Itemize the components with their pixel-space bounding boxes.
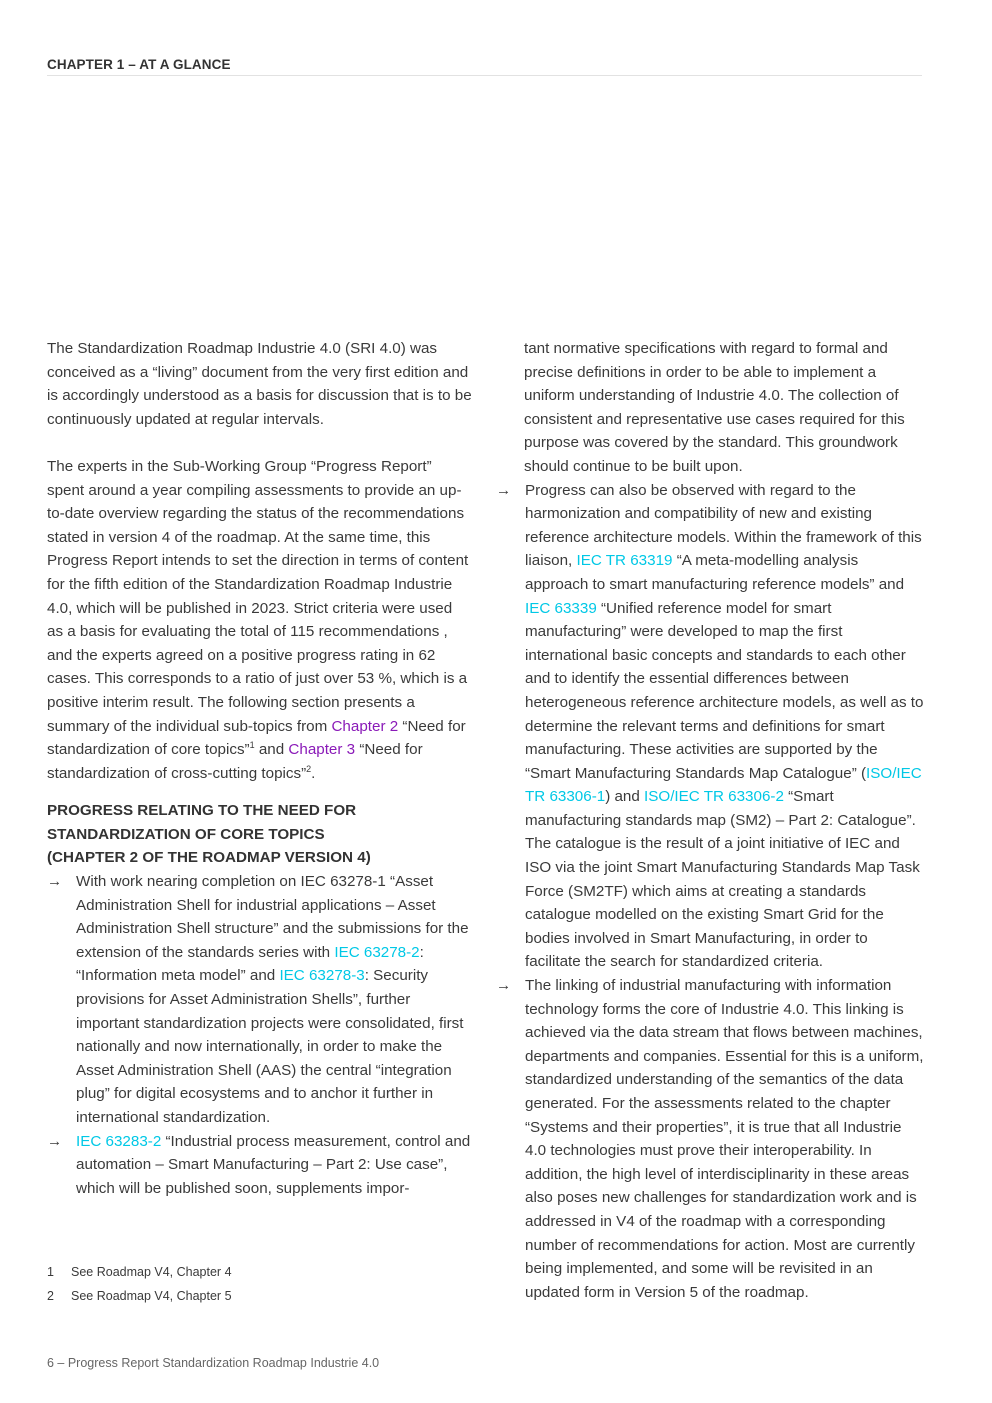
iec-63339-link[interactable]: IEC 63339 — [525, 599, 597, 617]
running-header: CHAPTER 1 – AT A GLANCE — [47, 57, 922, 76]
footnote: 2 See Roadmap V4, Chapter 5 — [47, 1289, 232, 1303]
arrow-right-icon: → — [47, 873, 63, 891]
list-item: → With work nearing completion on IEC 63278-1 “Asset Administration Shell for industrial applications – Asset Administration Shell structure” and the submissions for the extension of the standards series with IEC 63278-2: “Information meta model” and IEC 63278-3: Security provisions for Asset Administration Shells”, further important standardization projects were consolidated, first nationally and now internationally, in order to make the Asset Administration Shell (AAS) the central “integration plug” for digital ecosystems and to anchor it further in international standardization. — [47, 870, 472, 1130]
progress-paragraph: The experts in the Sub-Working Group “Progress Report” spent around a year compiling assessments to provide an up-to-date overview regarding the status of the recommendations stated in version 4 of the roadmap. At the same time, this Progress Report intends to set the direction in terms of content for the fifth edition of the Standardization Roadmap Industrie 4.0, which will be published in 2023. Strict criteria were used as a basis for evaluating the total of 115 recommendations , and the experts agreed on a positive progress rating in 62 cases. This corresponds to a ratio of just over 53 %, which is a positive interim result. The following section presents a summary of the individual sub-topics from Chapter 2 “Need for standardization of core topics”$^1$ and Chapter 3 “Need for standardization of cross-cutting topics”$^2$. — [47, 457, 469, 782]
iec-63283-2-link[interactable]: IEC 63283-2 — [76, 1132, 162, 1150]
iso-iec-tr-63306-2-link[interactable]: ISO/IEC TR 63306-2 — [644, 788, 784, 806]
arrow-right-icon: → — [47, 1132, 63, 1150]
iec-tr-63319-link[interactable]: IEC TR 63319 — [576, 552, 673, 570]
footnotes — [47, 1260, 232, 1308]
list-item: → Progress can also be observed with regard to the harmonization and compatibility of new and existing reference architecture models. Within the framework of this liaison, IEC TR 63319 “A meta-modelling analysis approach to smart manufacturing reference models” and IEC 63339 “Unified reference model for smart manufacturing” were developed to map the first international basic concepts and standards to each other and to identify the essential differences between heterogeneous reference architecture models, as well as to determine the relevant terms and definitions for smart manufacturing. These activities are supported by the “Smart Manufacturing Standards Map Catalogue” (ISO/IEC TR 63306-1) and ISO/IEC TR 63306-2 “Smart manufacturing standards map (SM2) – Part 2: Catalogue”. The catalogue is the result of a joint initiative of IEC and ISO via the joint Smart Manufacturing Standards Map Task Force (SM2TF) which aims at creating a standards catalogue modelled on the existing Smart Grid for the bodies involved in Smart Manufacturing, in order to facilitate the search for standardized criteria. — [496, 479, 924, 974]
list-item: → The linking of industrial manufacturing with information technology forms the core of Industrie 4.0. This linking is achieved via the data stream that flows between machines, departments and companies. Essential for this is a uniform, standardized understanding of the semantics of the data generated. For the assessments related to the chapter “Systems and their properties”, it is true that all Industrie 4.0 technologies must prove their interoperability. In addition, the high level of interdisciplinarity in these areas also poses new challenges for standardization work and is addressed in V4 of the roadmap with a corresponding number of recommendations for action. Most are currently being implemented, and some will be revisited in an updated form in Version 5 of the roadmap. — [496, 974, 924, 1304]
left-column — [47, 337, 472, 1200]
iec-63278-2-link[interactable]: IEC 63278-2 — [334, 943, 420, 961]
page-footer: 6 – Progress Report Standardization Roadmap Industrie 4.0 — [47, 1356, 380, 1370]
right-column — [496, 337, 924, 1304]
intro-paragraph: The Standardization Roadmap Industrie 4.0 (SRI 4.0) was conceived as a “living” document from the very first edition and is accordingly understood as a basis for discussion that is to be continuously updated at regular intervals. — [47, 340, 472, 428]
continued-text: tant normative specifications with regard to formal and precise definitions in order to be able to implement a uniform understanding of Industrie 4.0. The collection of consistent and representative use cases required for this purpose was covered by the standard. This groundwork should continue to be built upon. — [524, 340, 905, 475]
arrow-right-icon: → — [496, 481, 512, 499]
iso-iec-tr-63306-1-link[interactable]: ISO/IEC TR 63306-1 — [525, 764, 922, 806]
footnote-ref-1: 1 — [249, 740, 255, 751]
core-topics-list — [47, 870, 472, 1200]
footnote: 1 See Roadmap V4, Chapter 4 — [47, 1265, 232, 1279]
chapter-2-link[interactable]: Chapter 2 — [331, 717, 399, 735]
core-topics-list-continued — [496, 479, 924, 1305]
section-heading: PROGRESS RELATING TO THE NEED FOR STANDARDIZATION OF CORE TOPICS (CHAPTER 2 OF THE ROADMAP VERSION 4) — [47, 802, 371, 867]
footnote-ref-2: 2 — [306, 763, 312, 774]
arrow-right-icon: → — [496, 977, 512, 995]
iec-63278-3-link[interactable]: IEC 63278-3 — [279, 967, 365, 985]
chapter-3-link[interactable]: Chapter 3 — [288, 741, 356, 759]
list-item: → IEC 63283-2 “Industrial process measurement, control and automation – Smart Manufacturing – Part 2: Use case”, which will be published soon, supplements impor- — [47, 1130, 472, 1201]
